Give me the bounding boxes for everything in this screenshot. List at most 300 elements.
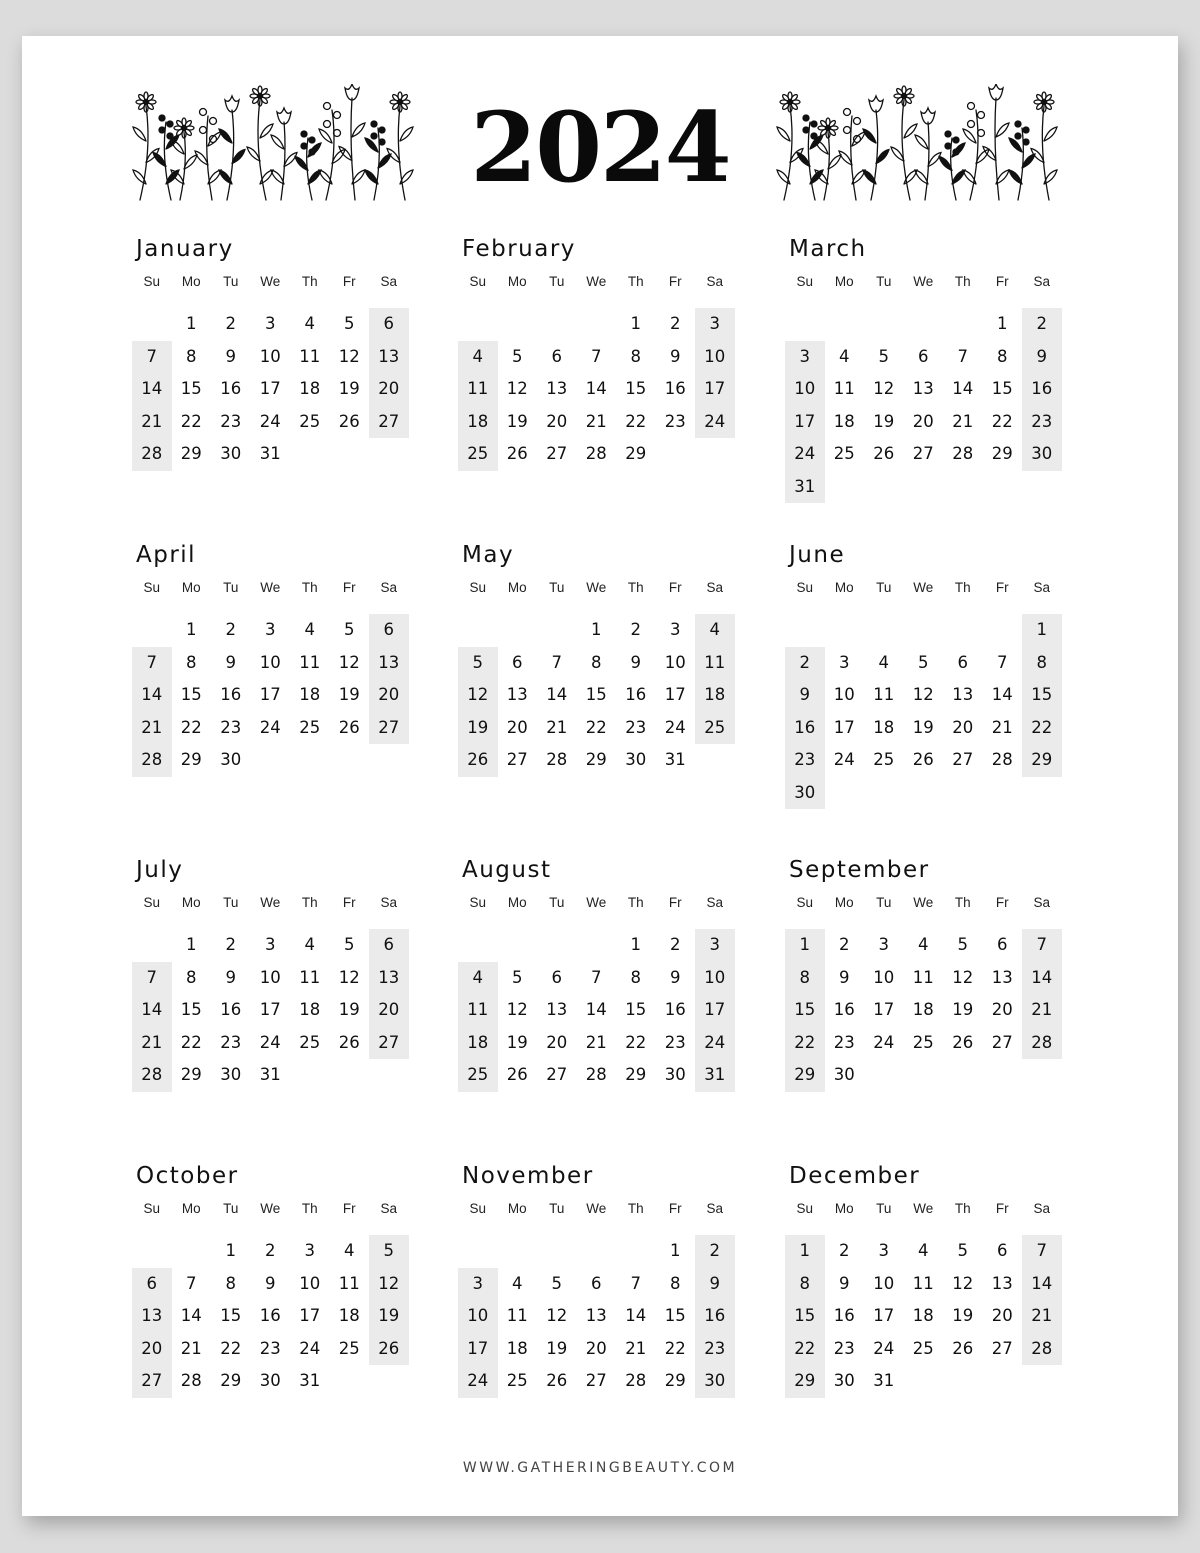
day-cell: 5 [957,935,968,954]
day-cell: 22 [220,1338,242,1358]
weekday-label: Sa [380,895,397,910]
day-cell: 4 [839,346,850,366]
weekday-label: Th [627,895,644,910]
flower-stem [1042,106,1049,200]
month-may [458,538,748,777]
empty-cell [864,614,904,647]
empty-cell [864,471,904,504]
weekday-label: Fr [342,895,356,910]
month-january [132,232,422,471]
day-cell: 23 [833,1338,855,1358]
day-cell: 24 [259,717,281,737]
weekday-label: Sa [1033,274,1050,289]
day-cell: 8 [225,1273,236,1293]
day-cell: 9 [225,967,236,987]
weekday-label: Fr [995,580,1009,595]
weekday-header-row [458,578,748,598]
weekday-label: Th [627,274,644,289]
weekday-label: Th [627,1201,644,1216]
month-december [785,1159,1075,1398]
day-cell: 8 [997,346,1008,366]
day-cell: 16 [785,712,825,745]
day-cell: 9 [630,652,641,672]
weekday-label: Sa [380,580,397,595]
weekday-label: Sa [706,1201,723,1216]
weekday-label: Mo [181,1201,201,1216]
day-cell: 14 [1022,1268,1062,1301]
empty-cell [983,471,1023,504]
day-cell: 4 [512,1273,523,1293]
day-cell: 25 [873,750,895,769]
flower-leaf [133,127,146,141]
weekday-label: Sa [1033,580,1050,595]
day-cell: 4 [458,962,498,995]
empty-cell [983,1365,1023,1398]
day-cell: 26 [873,444,895,463]
weekday-label: Fr [342,1201,356,1216]
day-cell: 7 [132,341,172,374]
empty-cell [132,614,172,647]
day-cell: 3 [878,1241,889,1260]
day-cell: 6 [997,935,1008,954]
empty-cell [537,1235,577,1268]
flower-leaf-round [200,109,207,116]
day-cell: 5 [458,647,498,680]
weekday-label: Mo [834,895,854,910]
month-august [458,853,748,1092]
empty-cell [1022,777,1062,810]
empty-cell [825,471,865,504]
day-cell: 26 [458,744,498,777]
day-cell: 15 [180,685,202,704]
weekday-label: We [913,895,934,910]
day-cell: 7 [186,1273,197,1293]
flower-leaf [963,129,976,143]
day-cell: 17 [785,406,825,439]
weekday-label: Th [954,580,971,595]
month-name: March [789,236,867,262]
weekday-label: Mo [507,895,527,910]
flower-leaf [352,123,365,137]
day-cell: 28 [1022,1027,1062,1060]
flower-leaf [777,127,790,141]
day-cell: 12 [952,967,974,987]
day-cell: 16 [833,1306,855,1325]
weekday-header-row [132,1199,422,1219]
day-cell: 16 [625,685,647,704]
day-cell: 22 [180,717,202,737]
day-cell: 28 [132,744,172,777]
day-cell: 30 [220,750,242,769]
day-cell: 7 [1022,929,1062,962]
flower-leaf [839,151,852,165]
day-cell: 9 [225,346,236,366]
empty-cell [537,308,577,341]
weekday-label: Fr [995,1201,1009,1216]
flower-leaf-round [324,121,331,128]
day-grid [132,614,422,777]
empty-cell [785,614,825,647]
empty-cell [1022,1059,1062,1092]
day-cell: 5 [551,1273,562,1293]
flower-bud [1023,127,1029,133]
day-cell: 3 [458,1268,498,1301]
day-cell: 9 [839,967,850,987]
weekday-label: Th [954,1201,971,1216]
day-cell: 30 [833,1371,855,1390]
day-cell: 16 [220,685,242,704]
day-cell: 26 [912,750,934,769]
day-grid [132,929,422,1092]
flower-stem [871,110,878,200]
day-cell: 29 [180,1065,202,1084]
day-cell: 27 [546,444,568,463]
day-cell: 21 [991,717,1013,737]
day-cell: 1 [225,1241,236,1260]
day-cell: 31 [259,1065,281,1084]
day-cell: 27 [369,712,409,745]
day-cell: 7 [551,652,562,672]
day-cell: 20 [506,717,528,737]
day-cell: 6 [369,308,409,341]
day-cell: 17 [458,1333,498,1366]
day-cell: 9 [670,967,681,987]
empty-cell [825,308,865,341]
weekday-label: Su [796,1201,813,1216]
day-cell: 5 [878,346,889,366]
weekday-label: Su [143,274,160,289]
day-cell: 15 [625,379,647,398]
day-cell: 28 [132,438,172,471]
day-cell: 17 [259,685,281,704]
weekday-label: We [913,1201,934,1216]
day-cell: 25 [506,1371,528,1390]
flower-leaf [378,154,391,168]
month-september [785,853,1075,1092]
day-cell: 22 [180,1032,202,1052]
day-cell: 25 [912,1338,934,1358]
day-grid [458,308,748,471]
day-cell: 25 [458,1059,498,1092]
day-cell: 5 [512,346,523,366]
weekday-label: Th [301,1201,318,1216]
empty-cell [1022,471,1062,504]
flower-leaf [219,170,232,184]
day-cell: 10 [259,652,281,672]
flower-bud [803,127,809,133]
day-cell: 8 [1022,647,1062,680]
weekday-header-row [458,1199,748,1219]
flower-bud [371,133,377,139]
day-cell: 8 [591,652,602,672]
flower-bud [1023,139,1029,145]
day-grid [132,1235,422,1398]
day-cell: 14 [625,1306,647,1325]
empty-cell [825,614,865,647]
flower-leaf-round [968,103,975,110]
flower-bud [953,149,959,155]
day-cell: 15 [785,994,825,1027]
flower-leaf [983,147,996,161]
empty-cell [537,614,577,647]
day-cell: 23 [625,717,647,737]
day-cell: 9 [265,1273,276,1293]
day-cell: 26 [369,1333,409,1366]
day-cell: 18 [833,411,855,431]
day-cell: 19 [506,411,528,431]
day-cell: 16 [220,379,242,398]
flower-center [788,100,793,105]
empty-cell [498,308,538,341]
empty-cell [904,1365,944,1398]
day-cell: 8 [186,967,197,987]
day-cell: 23 [664,1032,686,1052]
flower-bud [1015,133,1021,139]
day-cell: 27 [585,1371,607,1390]
day-cell: 14 [180,1306,202,1325]
weekday-label: Fr [995,274,1009,289]
empty-cell [458,1235,498,1268]
day-cell: 18 [695,679,735,712]
day-cell: 6 [957,652,968,672]
day-cell: 23 [833,1032,855,1052]
weekday-header-row [458,893,748,913]
month-october [132,1159,422,1398]
day-cell: 19 [952,1000,974,1019]
month-name: April [136,542,197,568]
day-cell: 11 [338,1273,360,1293]
day-grid [132,308,422,471]
day-cell: 31 [873,1371,895,1390]
day-cell: 1 [591,620,602,639]
weekday-label: Sa [380,274,397,289]
flower-bud [309,149,315,155]
day-grid [785,929,1075,1092]
day-cell: 16 [1022,373,1062,406]
empty-cell [537,929,577,962]
empty-cell [983,614,1023,647]
flower-bud [371,121,377,127]
day-cell: 13 [991,1273,1013,1293]
day-cell: 22 [785,1333,825,1366]
day-cell: 29 [785,1365,825,1398]
weekday-label: Sa [1033,895,1050,910]
day-cell: 3 [670,620,681,639]
day-cell: 4 [458,341,498,374]
day-cell: 28 [1022,1333,1062,1366]
empty-cell [132,1235,172,1268]
day-cell: 30 [785,777,825,810]
weekday-label: Sa [706,580,723,595]
flower-stem [902,100,910,200]
day-cell: 24 [873,1032,895,1052]
flower-center [826,126,831,131]
day-cell: 10 [664,652,686,672]
day-cell: 4 [304,935,315,954]
day-cell: 16 [220,1000,242,1019]
month-name: November [462,1163,594,1189]
day-cell: 13 [991,967,1013,987]
day-cell: 6 [369,929,409,962]
flower-bud [167,121,173,127]
weekday-label: We [586,580,607,595]
day-cell: 18 [299,685,321,704]
flower-leaf [365,138,378,152]
empty-cell [172,1235,212,1268]
day-cell: 13 [952,685,974,704]
weekday-label: Fr [995,895,1009,910]
flower-stem [140,106,148,200]
wildflower-illustration-right [776,84,1066,202]
day-cell: 8 [630,346,641,366]
day-cell: 12 [912,685,934,704]
weekday-label: Su [143,895,160,910]
weekday-label: Tu [876,580,892,595]
weekday-header-row [785,1199,1075,1219]
day-cell: 11 [506,1306,528,1325]
flower-leaf [996,123,1009,137]
flower-stem [351,98,355,200]
empty-cell [864,308,904,341]
day-cell: 15 [220,1306,242,1325]
day-cell: 18 [458,406,498,439]
weekday-label: Tu [223,1201,239,1216]
day-cell: 26 [952,1032,974,1052]
flower-bud [953,137,959,143]
month-november [458,1159,748,1398]
day-cell: 2 [670,935,681,954]
empty-cell [132,929,172,962]
day-cell: 11 [873,685,895,704]
flower-leaf [352,170,365,184]
day-grid [458,1235,748,1398]
weekday-label: Su [469,1201,486,1216]
flower-leaf [339,147,352,161]
day-cell: 5 [344,935,355,954]
day-cell: 11 [695,647,735,680]
weekday-label: Su [469,274,486,289]
empty-cell [458,929,498,962]
weekday-label: Su [796,580,813,595]
empty-cell [904,1059,944,1092]
flower-leaf-round [844,109,851,116]
day-cell: 31 [785,471,825,504]
day-cell: 26 [506,444,528,463]
empty-cell [330,438,370,471]
flower-leaf-round [200,127,207,134]
weekday-header-row [132,272,422,292]
day-cell: 2 [1022,308,1062,341]
month-name: February [462,236,576,262]
day-cell: 22 [585,717,607,737]
flower-leaf [1009,138,1022,152]
day-cell: 10 [695,962,735,995]
day-cell: 29 [585,750,607,769]
weekday-label: Th [954,895,971,910]
day-cell: 21 [546,717,568,737]
day-cell: 6 [591,1273,602,1293]
day-cell: 22 [785,1027,825,1060]
day-cell: 21 [625,1338,647,1358]
day-cell: 23 [220,411,242,431]
day-cell: 19 [506,1032,528,1052]
day-cell: 13 [506,685,528,704]
day-cell: 31 [259,444,281,463]
day-cell: 11 [458,373,498,406]
day-cell: 20 [546,1032,568,1052]
flower-leaf [319,129,332,143]
day-cell: 4 [918,1241,929,1260]
weekday-label: We [913,274,934,289]
day-cell: 29 [180,444,202,463]
weekday-label: Sa [1033,1201,1050,1216]
day-cell: 1 [186,314,197,333]
flower-center [1042,100,1047,105]
day-cell: 15 [785,1300,825,1333]
day-cell: 28 [180,1371,202,1390]
day-cell: 17 [259,379,281,398]
weekday-label: Mo [834,274,854,289]
day-cell: 3 [785,341,825,374]
weekday-header-row [132,578,422,598]
day-cell: 19 [338,1000,360,1019]
day-cell: 21 [180,1338,202,1358]
empty-cell [577,308,617,341]
day-cell: 20 [369,679,409,712]
empty-cell [904,777,944,810]
day-cell: 12 [873,379,895,398]
weekday-label: Fr [342,274,356,289]
day-cell: 12 [952,1273,974,1293]
flower-leaf [400,127,413,141]
day-cell: 29 [625,1065,647,1084]
flower-bud [811,133,817,139]
weekday-label: Mo [834,1201,854,1216]
day-cell: 21 [1022,1300,1062,1333]
day-cell: 30 [625,750,647,769]
empty-cell [904,308,944,341]
flower-stem [784,106,792,200]
flower-leaf [219,129,232,143]
weekday-label: Tu [876,895,892,910]
day-cell: 20 [369,373,409,406]
day-cell: 1 [630,935,641,954]
day-cell: 9 [670,346,681,366]
weekday-label: Su [469,895,486,910]
day-cell: 14 [132,373,172,406]
weekday-label: Fr [668,580,682,595]
flower-leaf-round [844,127,851,134]
day-cell: 25 [338,1338,360,1358]
day-cell: 20 [546,411,568,431]
day-cell: 24 [458,1365,498,1398]
day-cell: 25 [912,1032,934,1052]
weekday-label: We [260,580,281,595]
day-cell: 13 [132,1300,172,1333]
day-cell: 10 [833,685,855,704]
day-cell: 10 [259,967,281,987]
day-cell: 26 [546,1371,568,1390]
day-cell: 30 [664,1065,686,1084]
day-cell: 11 [912,967,934,987]
day-cell: 7 [132,647,172,680]
empty-cell [943,777,983,810]
empty-cell [498,1235,538,1268]
weekday-label: Th [301,274,318,289]
flower-bud [945,143,951,149]
flower-stem [258,100,266,200]
weekday-label: Th [954,274,971,289]
